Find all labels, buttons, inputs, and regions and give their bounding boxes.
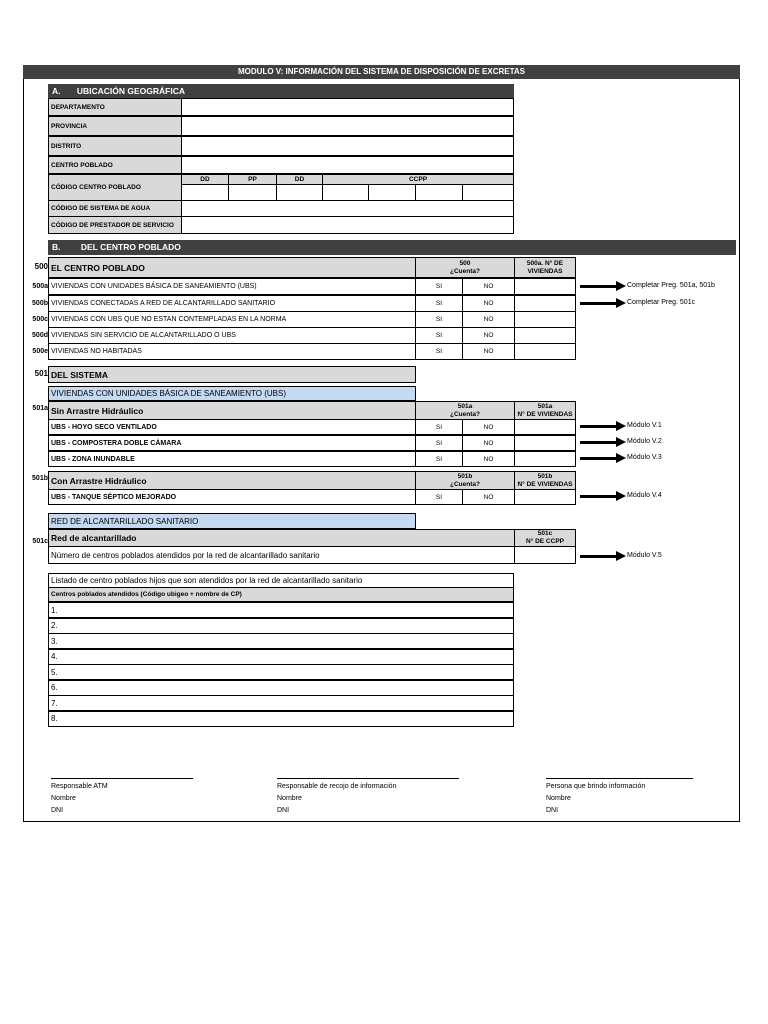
si-option[interactable]: SI: [415, 419, 463, 435]
si-option[interactable]: SI: [415, 435, 463, 451]
q500-row-note: Completar Preg. 501a, 501b: [627, 282, 715, 289]
q501a-viviendas-field[interactable]: [514, 435, 576, 451]
q500-viviendas-field[interactable]: [514, 311, 576, 328]
si-option[interactable]: SI: [415, 311, 463, 328]
q500-arrow-icon: [580, 298, 626, 308]
q501c-note: Módulo V.5: [627, 552, 662, 559]
si-option[interactable]: SI: [415, 327, 463, 344]
ubs-title: VIVIENDAS CON UNIDADES BÁSICA DE SANEAMIENTO (UBS): [48, 386, 416, 401]
q500-row-code: 500b: [32, 300, 48, 307]
section-a-title: UBICACIÓN GEOGRÁFICA: [76, 86, 186, 96]
listado-item[interactable]: 3.: [48, 633, 514, 649]
signature-role: Persona que brindo información: [546, 783, 646, 790]
codigo-agua-field[interactable]: [181, 200, 514, 217]
signature-dni: DNI: [51, 807, 64, 814]
no-option[interactable]: NO: [462, 343, 515, 360]
section-a-letter: A.: [52, 86, 61, 96]
q501c-ccpp-header: 501c N° DE CCPP: [514, 529, 576, 547]
codigo-ccpp-field-2[interactable]: [368, 184, 416, 201]
q501b-viviendas-field[interactable]: [514, 489, 576, 505]
signature-dni: DNI: [277, 807, 290, 814]
signature-line: [277, 778, 459, 779]
no-option[interactable]: NO: [462, 327, 515, 344]
q501a-arrow-icon: [580, 453, 626, 463]
q500-row-label: VIVIENDAS CONECTADAS A RED DE ALCANTARILLADO SANITARIO: [48, 295, 416, 312]
q501a-row-label: UBS - HOYO SECO VENTILADO: [48, 419, 416, 435]
signature-nombre: Nombre: [51, 795, 76, 802]
signature-role: Responsable ATM: [51, 783, 108, 790]
codigo-dd-field[interactable]: [181, 184, 229, 201]
q501a-viviendas-field[interactable]: [514, 451, 576, 467]
listado-item[interactable]: 8.: [48, 711, 514, 727]
q500-viviendas-field[interactable]: [514, 295, 576, 312]
codigo-prestador-label: CÓDIGO DE PRESTADOR DE SERVICIO: [48, 216, 182, 234]
q501-title: DEL SISTEMA: [48, 366, 416, 383]
q501-code: 501: [34, 369, 48, 378]
signature-block: [51, 781, 251, 817]
signature-block: [277, 781, 477, 817]
form-title: MODULO V: INFORMACIÓN DEL SISTEMA DE DISPOSICIÓN DE EXCRETAS: [23, 65, 740, 79]
listado-item[interactable]: 2.: [48, 618, 514, 634]
section-b-title: DEL CENTRO POBLADO: [80, 242, 181, 252]
departamento-field[interactable]: [181, 98, 514, 116]
codigo-prestador-field[interactable]: [181, 216, 514, 234]
q500-row-code: 500c: [32, 316, 48, 323]
q501c-row-label: Número de centros poblados atendidos por la red de alcantarillado sanitario: [48, 546, 515, 564]
no-option[interactable]: NO: [462, 278, 515, 295]
no-option[interactable]: NO: [462, 489, 515, 505]
q500-viviendas-field[interactable]: [514, 278, 576, 295]
q500-row-note: Completar Preg. 501c: [627, 299, 696, 306]
no-option[interactable]: NO: [462, 451, 515, 467]
codigo-ccpp-field-3[interactable]: [415, 184, 463, 201]
q501c-title: Red de alcantarillado: [48, 529, 515, 547]
q500-arrow-icon: [580, 281, 626, 291]
listado-item[interactable]: 5.: [48, 664, 514, 680]
q501a-row-label: UBS - COMPOSTERA DOBLE CÁMARA: [48, 435, 416, 451]
codigo-pp-header: PP: [228, 174, 277, 185]
q500-row-label: VIVIENDAS NO HABITADAS: [48, 343, 416, 360]
si-option[interactable]: SI: [415, 343, 463, 360]
red-alcantarillado-title: RED DE ALCANTARILLADO SANITARIO: [48, 513, 416, 529]
no-option[interactable]: NO: [462, 419, 515, 435]
q501a-row-label: UBS - ZONA INUNDABLE: [48, 451, 416, 467]
q500-viviendas-field[interactable]: [514, 327, 576, 344]
section-b-header: [48, 240, 736, 255]
q500-row-code: 500a: [32, 283, 48, 290]
q501a-row-note: Módulo V.2: [627, 438, 662, 445]
signature-line: [546, 778, 693, 779]
q501b-cuenta-header: 501b ¿Cuenta?: [415, 471, 515, 490]
centro-poblado-field[interactable]: [181, 156, 514, 174]
q501a-viviendas-header: 501a N° DE VIVIENDAS: [514, 401, 576, 420]
si-option[interactable]: SI: [415, 278, 463, 295]
signature-block: [546, 781, 746, 817]
q501a-code: 501a: [32, 405, 48, 412]
provincia-label: PROVINCIA: [48, 116, 182, 136]
q500-code: 500: [34, 262, 48, 271]
q500-viviendas-header: 500a. N° DE VIVIENDAS: [514, 257, 576, 278]
signature-nombre: Nombre: [277, 795, 302, 802]
codigo-ccpp-field-1[interactable]: [322, 184, 369, 201]
q501c-arrow-icon: [580, 551, 626, 561]
si-option[interactable]: SI: [415, 451, 463, 467]
codigo-pp-field[interactable]: [228, 184, 277, 201]
q501a-row-note: Módulo V.3: [627, 454, 662, 461]
no-option[interactable]: NO: [462, 311, 515, 328]
q500-row-code: 500d: [32, 332, 48, 339]
q501b-code: 501b: [32, 475, 48, 482]
codigo-dd-header: DD: [181, 174, 229, 185]
departamento-label: DEPARTAMENTO: [48, 98, 182, 116]
q500-cuenta-header: 500 ¿Cuenta?: [415, 257, 515, 278]
si-option[interactable]: SI: [415, 295, 463, 312]
codigo-ccpp-field-4[interactable]: [462, 184, 514, 201]
q501a-arrow-icon: [580, 421, 626, 431]
listado-subtitle: Centros poblados atendidos (Código ubigeo + nombre de CP): [48, 587, 514, 602]
signature-role: Responsable de recojo de información: [277, 783, 397, 790]
signature-nombre: Nombre: [546, 795, 571, 802]
q500-row-label: VIVIENDAS SIN SERVICIO DE ALCANTARILLADO O UBS: [48, 327, 416, 344]
no-option[interactable]: NO: [462, 435, 515, 451]
q501a-cuenta-header: 501a ¿Cuenta?: [415, 401, 515, 420]
q501a-viviendas-field[interactable]: [514, 419, 576, 435]
section-b-letter: B.: [52, 242, 61, 252]
q501c-ccpp-field[interactable]: [514, 546, 576, 564]
q500-row-code: 500e: [32, 348, 48, 355]
listado-item[interactable]: 6.: [48, 680, 514, 696]
distrito-field[interactable]: [181, 136, 514, 156]
q501b-title: Con Arrastre Hidráulico: [48, 471, 416, 490]
codigo-dd2-field[interactable]: [276, 184, 323, 201]
listado-item[interactable]: 1.: [48, 602, 514, 618]
codigo-cp-label: CÓDIGO CENTRO POBLADO: [48, 174, 182, 201]
centro-poblado-label: CENTRO POBLADO: [48, 156, 182, 174]
q501b-row-label: UBS - TANQUE SÉPTICO MEJORADO: [48, 489, 416, 505]
listado-item[interactable]: 7.: [48, 695, 514, 711]
codigo-ccpp-header: CCPP: [322, 174, 514, 185]
q501a-arrow-icon: [580, 437, 626, 447]
q500-viviendas-field[interactable]: [514, 343, 576, 360]
q500-title: EL CENTRO POBLADO: [48, 257, 416, 278]
codigo-dd2-header: DD: [276, 174, 323, 185]
q500-row-label: VIVIENDAS CON UBS QUE NO ESTAN CONTEMPLADAS EN LA NORMA: [48, 311, 416, 328]
codigo-agua-label: CÓDIGO DE SISTEMA DE AGUA: [48, 200, 182, 217]
listado-item[interactable]: 4.: [48, 649, 514, 665]
provincia-field[interactable]: [181, 116, 514, 136]
signature-line: [51, 778, 193, 779]
signature-dni: DNI: [546, 807, 559, 814]
q501a-title: Sin Arrastre Hidráulico: [48, 401, 416, 420]
q500-row-label: VIVIENDAS CON UNIDADES BÁSICA DE SANEAMIENTO (UBS): [48, 278, 416, 295]
listado-title: Listado de centro poblados hijos que son atendidos por la red de alcantarillado sanitario: [48, 573, 514, 588]
no-option[interactable]: NO: [462, 295, 515, 312]
si-option[interactable]: SI: [415, 489, 463, 505]
q501c-code: 501c: [32, 538, 48, 545]
distrito-label: DISTRITO: [48, 136, 182, 156]
q501b-row-note: Módulo V.4: [627, 492, 662, 499]
q501b-viviendas-header: 501b N° DE VIVIENDAS: [514, 471, 576, 490]
q501b-arrow-icon: [580, 491, 626, 501]
q501a-row-note: Módulo V.1: [627, 422, 662, 429]
section-a-header: [48, 84, 514, 98]
